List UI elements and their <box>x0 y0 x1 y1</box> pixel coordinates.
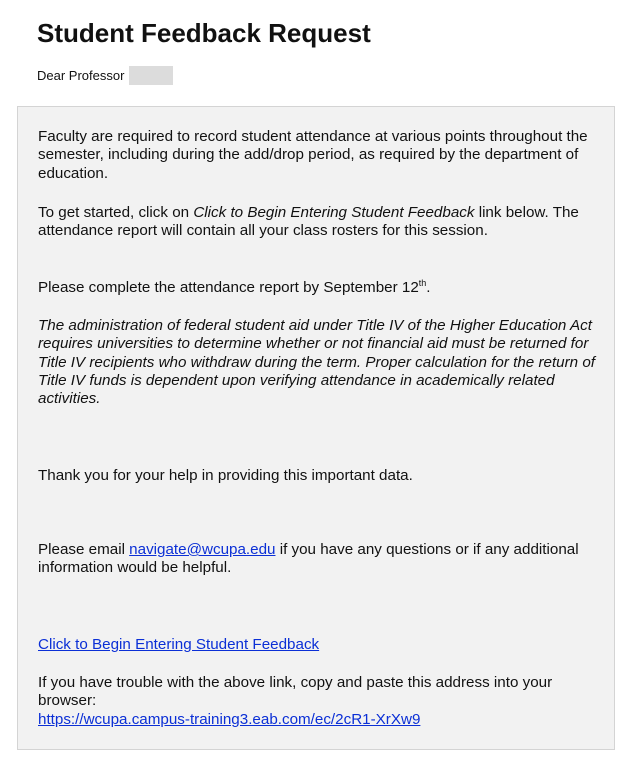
getting-started-link-reference: Click to Begin Entering Student Feedback <box>193 204 475 221</box>
fallback-url-link[interactable]: https://wcupa.campus-training3.eab.com/ec/2cR1-XrXw9 <box>38 710 421 728</box>
fallback-instructions-text: If you have trouble with the above link, copy and paste this address into your browser: <box>38 674 553 710</box>
fallback-instructions-paragraph <box>38 674 603 729</box>
getting-started-suffix: link below. The attendance report will contain all your class rosters for this session. <box>38 204 579 240</box>
contact-paragraph <box>38 541 603 578</box>
deadline-paragraph <box>38 279 603 297</box>
deadline-period: . <box>426 279 431 296</box>
contact-suffix: if you have any questions or if any additional information would be helpful. <box>38 541 579 577</box>
getting-started-prefix: To get started, click on <box>38 204 194 221</box>
contact-prefix: Please email <box>38 541 130 558</box>
thank-you-paragraph: Thank you for your help in providing this important data. <box>38 467 413 484</box>
redacted-name <box>129 66 173 85</box>
attendance-requirement-paragraph: Faculty are required to record student attendance at various points throughout the semester, including during the add/drop period, as required by the department of education. <box>38 128 588 182</box>
begin-feedback-paragraph <box>38 636 603 654</box>
deadline-text: Please complete the attendance report by September 12 <box>38 279 419 296</box>
title-iv-notice-paragraph: The administration of federal student aid under Title IV of the Higher Education Act requires universities to determine whether or not financial aid must be returned for Title IV recipients who withdraw during the term. Proper calculation for the return of Title IV funds is dependent upon verifying attendance in academically related activities. <box>38 317 595 408</box>
email-link[interactable]: navigate@wcupa.edu <box>129 541 276 558</box>
begin-feedback-link[interactable]: Click to Begin Entering Student Feedback <box>38 636 320 653</box>
page-title: Student Feedback Request <box>37 18 371 48</box>
greeting-text: Dear Professor <box>37 68 125 83</box>
greeting <box>37 66 173 85</box>
deadline-ordinal-suffix: th <box>418 278 427 288</box>
getting-started-paragraph <box>38 204 603 241</box>
message-card <box>17 106 615 750</box>
